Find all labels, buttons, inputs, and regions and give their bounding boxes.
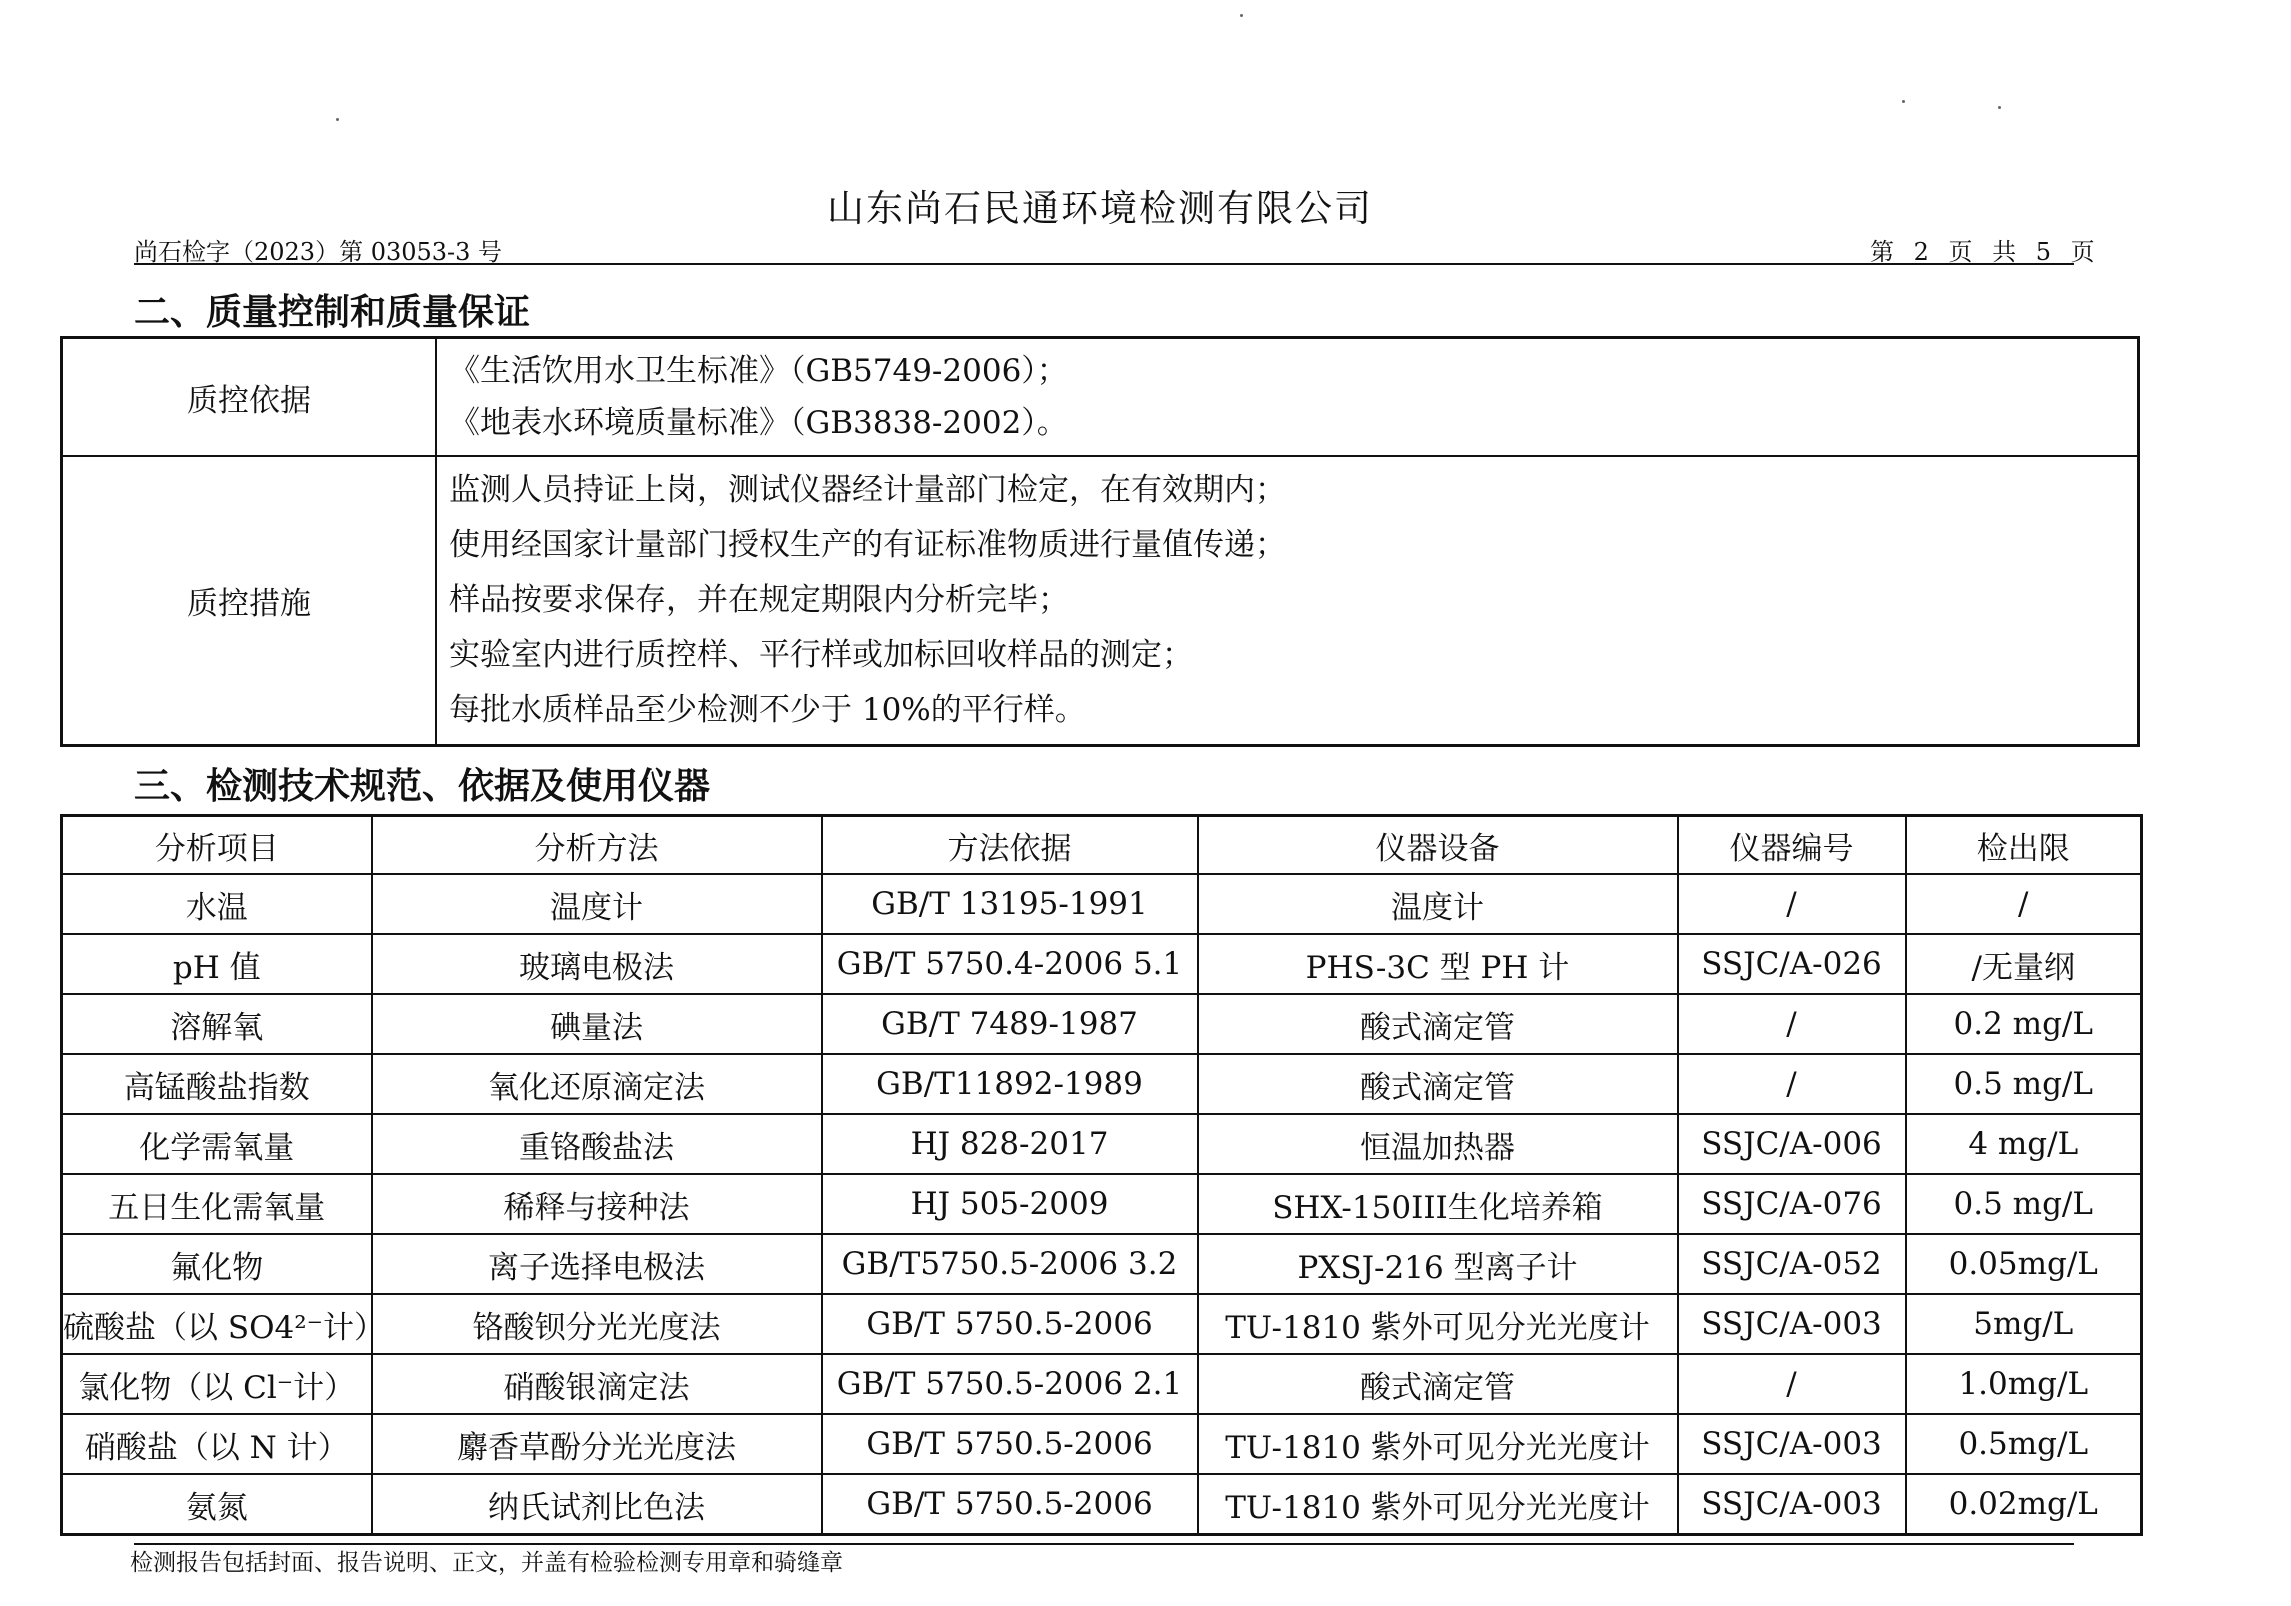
cell-instrument-no: SSJC/A-003	[1678, 1474, 1906, 1535]
qc-measures-row	[62, 456, 2139, 746]
cell-instrument: 酸式滴定管	[1198, 994, 1678, 1054]
cell-method: 氧化还原滴定法	[372, 1054, 822, 1114]
cell-instrument-no: SSJC/A-006	[1678, 1114, 1906, 1174]
cell-method: 重铬酸盐法	[372, 1114, 822, 1174]
cell-detection-limit: /	[1906, 874, 2142, 934]
methods-header-row	[62, 816, 2142, 875]
cell-instrument-no: SSJC/A-003	[1678, 1414, 1906, 1474]
cell-basis: GB/T 7489-1987	[822, 994, 1198, 1054]
cell-item: 硝酸盐（以 N 计）	[62, 1414, 372, 1474]
scan-speck	[1240, 14, 1243, 17]
qc-basis-row	[62, 338, 2139, 457]
column-header-item: 分析项目	[62, 816, 372, 875]
cell-method: 玻璃电极法	[372, 934, 822, 994]
quality-control-table	[60, 336, 2140, 747]
cell-instrument: SHX-150III生化培养箱	[1198, 1174, 1678, 1234]
cell-detection-limit: /无量纲	[1906, 934, 2142, 994]
cell-instrument-no: SSJC/A-003	[1678, 1294, 1906, 1354]
cell-instrument: 恒温加热器	[1198, 1114, 1678, 1174]
table-row	[62, 934, 2142, 994]
table-row	[62, 1174, 2142, 1234]
qc-measure-line: 监测人员持证上岗，测试仪器经计量部门检定，在有效期内；	[449, 472, 1286, 508]
table-row	[62, 874, 2142, 934]
cell-instrument: 酸式滴定管	[1198, 1354, 1678, 1414]
cell-item: 硫酸盐（以 SO4²⁻计）	[62, 1294, 372, 1354]
qc-basis-line: 《生活饮用水卫生标准》（GB5749-2006）；	[449, 353, 1068, 389]
table-row	[62, 1474, 2142, 1535]
cell-basis: HJ 505-2009	[822, 1174, 1198, 1234]
scan-speck	[336, 118, 339, 121]
cell-instrument-no: /	[1678, 874, 1906, 934]
cell-basis: GB/T 5750.5-2006 2.1	[822, 1354, 1198, 1414]
cell-detection-limit: 5mg/L	[1906, 1294, 2142, 1354]
footer-note: 检测报告包括封面、报告说明、正文，并盖有检验检测专用章和骑缝章	[130, 1550, 843, 1576]
table-row	[62, 1054, 2142, 1114]
cell-basis: GB/T 5750.5-2006	[822, 1414, 1198, 1474]
cell-method: 纳氏试剂比色法	[372, 1474, 822, 1535]
cell-item: 五日生化需氧量	[62, 1174, 372, 1234]
scan-speck	[1902, 100, 1905, 103]
cell-instrument: TU-1810 紫外可见分光光度计	[1198, 1414, 1678, 1474]
cell-detection-limit: 0.5mg/L	[1906, 1414, 2142, 1474]
column-header-method: 分析方法	[372, 816, 822, 875]
cell-item: pH 值	[62, 934, 372, 994]
qc-basis-content	[436, 338, 2139, 457]
qc-basis-label: 质控依据	[62, 338, 437, 457]
column-header-instrument: 仪器设备	[1198, 816, 1678, 875]
methods-table	[60, 814, 2143, 1536]
table-row	[62, 1354, 2142, 1414]
table-row	[62, 1234, 2142, 1294]
cell-detection-limit: 4 mg/L	[1906, 1114, 2142, 1174]
column-header-basis: 方法依据	[822, 816, 1198, 875]
cell-item: 氨氮	[62, 1474, 372, 1535]
cell-detection-limit: 0.02mg/L	[1906, 1474, 2142, 1535]
cell-method: 麝香草酚分光光度法	[372, 1414, 822, 1474]
cell-detection-limit: 0.5 mg/L	[1906, 1054, 2142, 1114]
cell-detection-limit: 0.2 mg/L	[1906, 994, 2142, 1054]
qc-measure-line: 使用经国家计量部门授权生产的有证标准物质进行量值传递；	[449, 527, 1286, 563]
cell-basis: GB/T5750.5-2006 3.2	[822, 1234, 1198, 1294]
cell-method: 硝酸银滴定法	[372, 1354, 822, 1414]
cell-instrument-no: SSJC/A-026	[1678, 934, 1906, 994]
cell-instrument-no: /	[1678, 1354, 1906, 1414]
cell-item: 氯化物（以 Cl⁻计）	[62, 1354, 372, 1414]
qc-measure-line: 样品按要求保存，并在规定期限内分析完毕；	[449, 582, 1069, 618]
cell-item: 高锰酸盐指数	[62, 1054, 372, 1114]
cell-basis: GB/T 5750.5-2006	[822, 1294, 1198, 1354]
cell-instrument-no: SSJC/A-076	[1678, 1174, 1906, 1234]
cell-instrument: TU-1810 紫外可见分光光度计	[1198, 1294, 1678, 1354]
cell-instrument: 酸式滴定管	[1198, 1054, 1678, 1114]
cell-instrument: 温度计	[1198, 874, 1678, 934]
qc-measures-content	[436, 456, 2139, 746]
cell-detection-limit: 1.0mg/L	[1906, 1354, 2142, 1414]
cell-method: 温度计	[372, 874, 822, 934]
cell-detection-limit: 0.05mg/L	[1906, 1234, 2142, 1294]
cell-method: 碘量法	[372, 994, 822, 1054]
table-row	[62, 994, 2142, 1054]
cell-item: 水温	[62, 874, 372, 934]
cell-instrument-no: SSJC/A-052	[1678, 1234, 1906, 1294]
cell-basis: GB/T 5750.4-2006 5.1	[822, 934, 1198, 994]
header-rule	[134, 263, 2074, 265]
cell-instrument: TU-1810 紫外可见分光光度计	[1198, 1474, 1678, 1535]
cell-method: 离子选择电极法	[372, 1234, 822, 1294]
cell-instrument: PHS-3C 型 PH 计	[1198, 934, 1678, 994]
table-row	[62, 1114, 2142, 1174]
cell-instrument-no: /	[1678, 994, 1906, 1054]
column-header-detection-limit: 检出限	[1906, 816, 2142, 875]
company-name: 山东尚石民通环境检测有限公司	[827, 187, 1373, 230]
section3-title: 三、检测技术规范、依据及使用仪器	[134, 766, 711, 807]
cell-basis: GB/T 13195-1991	[822, 874, 1198, 934]
report-number: 尚石检字（2023）第 03053-3 号	[134, 238, 503, 266]
qc-basis-line: 《地表水环境质量标准》（GB3838-2002）。	[449, 405, 1068, 441]
cell-detection-limit: 0.5 mg/L	[1906, 1174, 2142, 1234]
cell-method: 稀释与接种法	[372, 1174, 822, 1234]
cell-item: 化学需氧量	[62, 1114, 372, 1174]
qc-measures-label: 质控措施	[62, 456, 437, 746]
cell-basis: HJ 828-2017	[822, 1114, 1198, 1174]
table-row	[62, 1414, 2142, 1474]
scan-speck	[1998, 106, 2001, 109]
section2-title: 二、质量控制和质量保证	[134, 292, 531, 333]
cell-instrument-no: /	[1678, 1054, 1906, 1114]
column-header-instrument-no: 仪器编号	[1678, 816, 1906, 875]
qc-measure-line: 实验室内进行质控样、平行样或加标回收样品的测定；	[449, 637, 1193, 673]
page-info: 第 2 页 共 5 页	[1870, 238, 2101, 266]
cell-basis: GB/T11892-1989	[822, 1054, 1198, 1114]
qc-measure-line: 每批水质样品至少检测不少于 10%的平行样。	[449, 692, 1086, 728]
cell-basis: GB/T 5750.5-2006	[822, 1474, 1198, 1535]
table-row	[62, 1294, 2142, 1354]
cell-method: 铬酸钡分光光度法	[372, 1294, 822, 1354]
cell-item: 氟化物	[62, 1234, 372, 1294]
cell-item: 溶解氧	[62, 994, 372, 1054]
cell-instrument: PXSJ-216 型离子计	[1198, 1234, 1678, 1294]
